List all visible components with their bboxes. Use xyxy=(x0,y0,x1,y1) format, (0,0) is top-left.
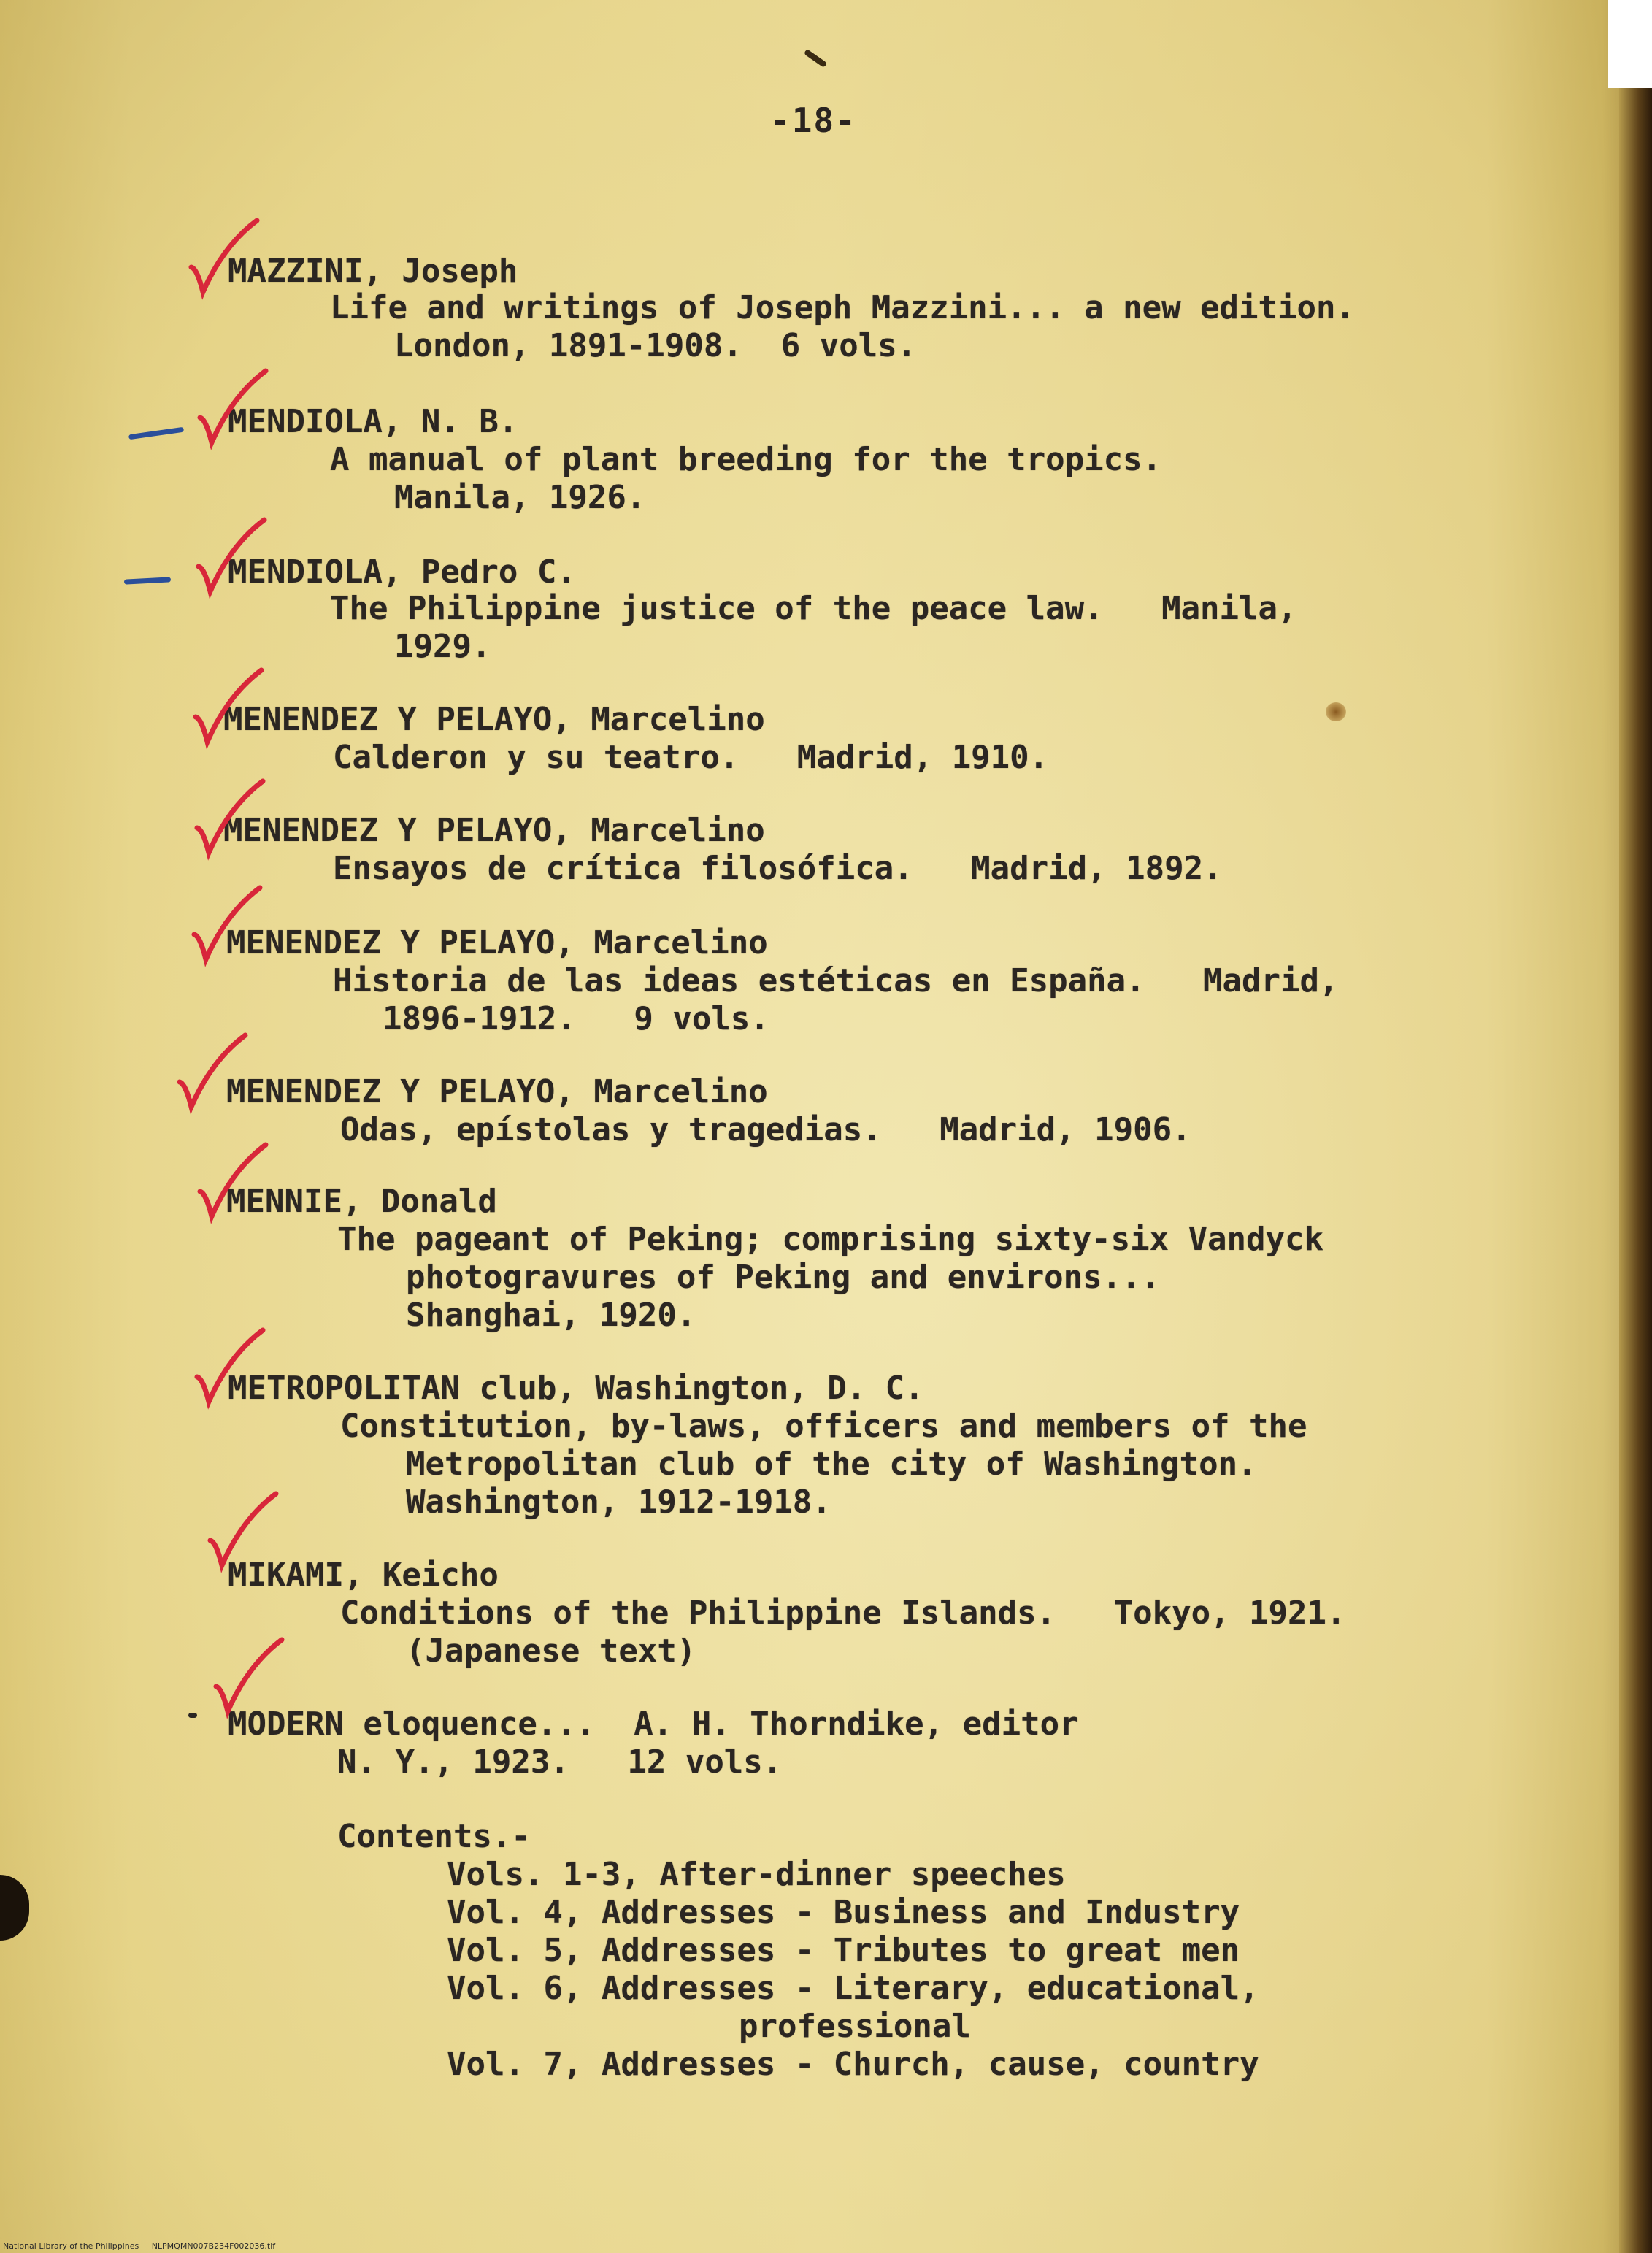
entry-note: (Japanese text) xyxy=(406,1632,696,1670)
entry-heading: MAZZINI, Joseph xyxy=(228,253,518,290)
contents-item: Vol. 7, Addresses - Church, cause, country xyxy=(447,2046,1259,2083)
contents-item: Vols. 1-3, After-dinner speeches xyxy=(447,1856,1066,1893)
footer-caption: National Library of the Philippines NLPMQMN007B234F002036.tif xyxy=(3,2241,276,2251)
entry-title: Conditions of the Philippine Islands. Tokyo, 1921. xyxy=(340,1594,1346,1632)
punch-hole xyxy=(0,1875,29,1941)
entry-heading: MENENDEZ Y PELAYO, Marcelino xyxy=(223,701,765,738)
blue-margin-mark xyxy=(128,427,184,440)
entry-imprint: 1896-1912. 9 vols. xyxy=(383,1000,769,1037)
entry-title: Constitution, by-laws, officers and members of the xyxy=(340,1408,1307,1445)
entry-title-cont: photogravures of Peking and environs... xyxy=(406,1259,1161,1296)
entry-heading: MENENDEZ Y PELAYO, Marcelino xyxy=(223,812,765,849)
stray-mark xyxy=(804,49,827,68)
check-mark-icon xyxy=(196,366,276,447)
contents-item-cont: professional xyxy=(739,2008,971,2045)
entry-title: Historia de las ideas estéticas en España. Madrid, xyxy=(333,962,1339,999)
entry-heading: MENNIE, Donald xyxy=(226,1183,497,1220)
entry-heading: MENENDEZ Y PELAYO, Marcelino xyxy=(226,1073,768,1110)
ink-stain xyxy=(1326,702,1346,721)
check-mark-icon xyxy=(196,1140,276,1221)
entry-title: Life and writings of Joseph Mazzini... a new edition. xyxy=(330,289,1355,326)
entry-title: The pageant of Peking; comprising sixty-six Vandyck xyxy=(337,1221,1324,1258)
entry-heading: MENDIOLA, Pedro C. xyxy=(228,553,576,591)
entry-heading: METROPOLITAN club, Washington, D. C. xyxy=(228,1370,924,1407)
entry-imprint: Manila, 1926. xyxy=(394,479,646,516)
entry-imprint: Washington, 1912-1918. xyxy=(406,1484,831,1521)
entry-heading: MIKAMI, Keicho xyxy=(228,1557,499,1594)
check-mark-icon xyxy=(206,1489,286,1570)
check-mark-icon xyxy=(175,1031,256,1111)
entry-imprint: 1929. xyxy=(394,628,491,665)
page-corner xyxy=(1608,0,1652,88)
check-mark-icon xyxy=(190,883,270,964)
entry-imprint: London, 1891-1908. 6 vols. xyxy=(394,327,917,364)
check-mark-icon xyxy=(212,1635,292,1716)
ink-dash-mark xyxy=(188,1713,197,1718)
contents-item: Vol. 5, Addresses - Tributes to great men xyxy=(447,1932,1240,1969)
entry-heading: MENDIOLA, N. B. xyxy=(228,403,518,440)
entry-imprint: N. Y., 1923. 12 vols. xyxy=(337,1743,783,1781)
entry-title: Calderon y su teatro. Madrid, 1910. xyxy=(333,739,1049,776)
check-mark-icon xyxy=(194,515,274,596)
entry-heading: MENENDEZ Y PELAYO, Marcelino xyxy=(226,924,768,962)
page-edge-shadow xyxy=(1619,0,1652,2253)
entry-title: A manual of plant breeding for the tropics. xyxy=(330,441,1162,478)
page-number: -18- xyxy=(770,101,857,140)
contents-item: Vol. 4, Addresses - Business and Industry xyxy=(447,1894,1240,1931)
check-mark-icon xyxy=(187,216,267,296)
entry-heading: MODERN eloquence... A. H. Thorndike, editor xyxy=(228,1705,1079,1743)
entry-imprint: Shanghai, 1920. xyxy=(406,1297,696,1334)
blue-margin-mark xyxy=(124,577,171,584)
check-mark-icon xyxy=(191,666,272,746)
entry-title: Ensayos de crítica filosófica. Madrid, 1892. xyxy=(333,850,1223,887)
check-mark-icon xyxy=(193,1326,273,1406)
entry-title: Odas, epístolas y tragedias. Madrid, 1906. xyxy=(340,1111,1191,1148)
entry-title-cont: Metropolitan club of the city of Washington. xyxy=(406,1446,1257,1483)
check-mark-icon xyxy=(193,777,273,857)
entry-title: The Philippine justice of the peace law. Manila, xyxy=(330,590,1297,627)
contents-heading: Contents.- xyxy=(337,1818,531,1855)
contents-item: Vol. 6, Addresses - Literary, educational, xyxy=(447,1970,1259,2007)
